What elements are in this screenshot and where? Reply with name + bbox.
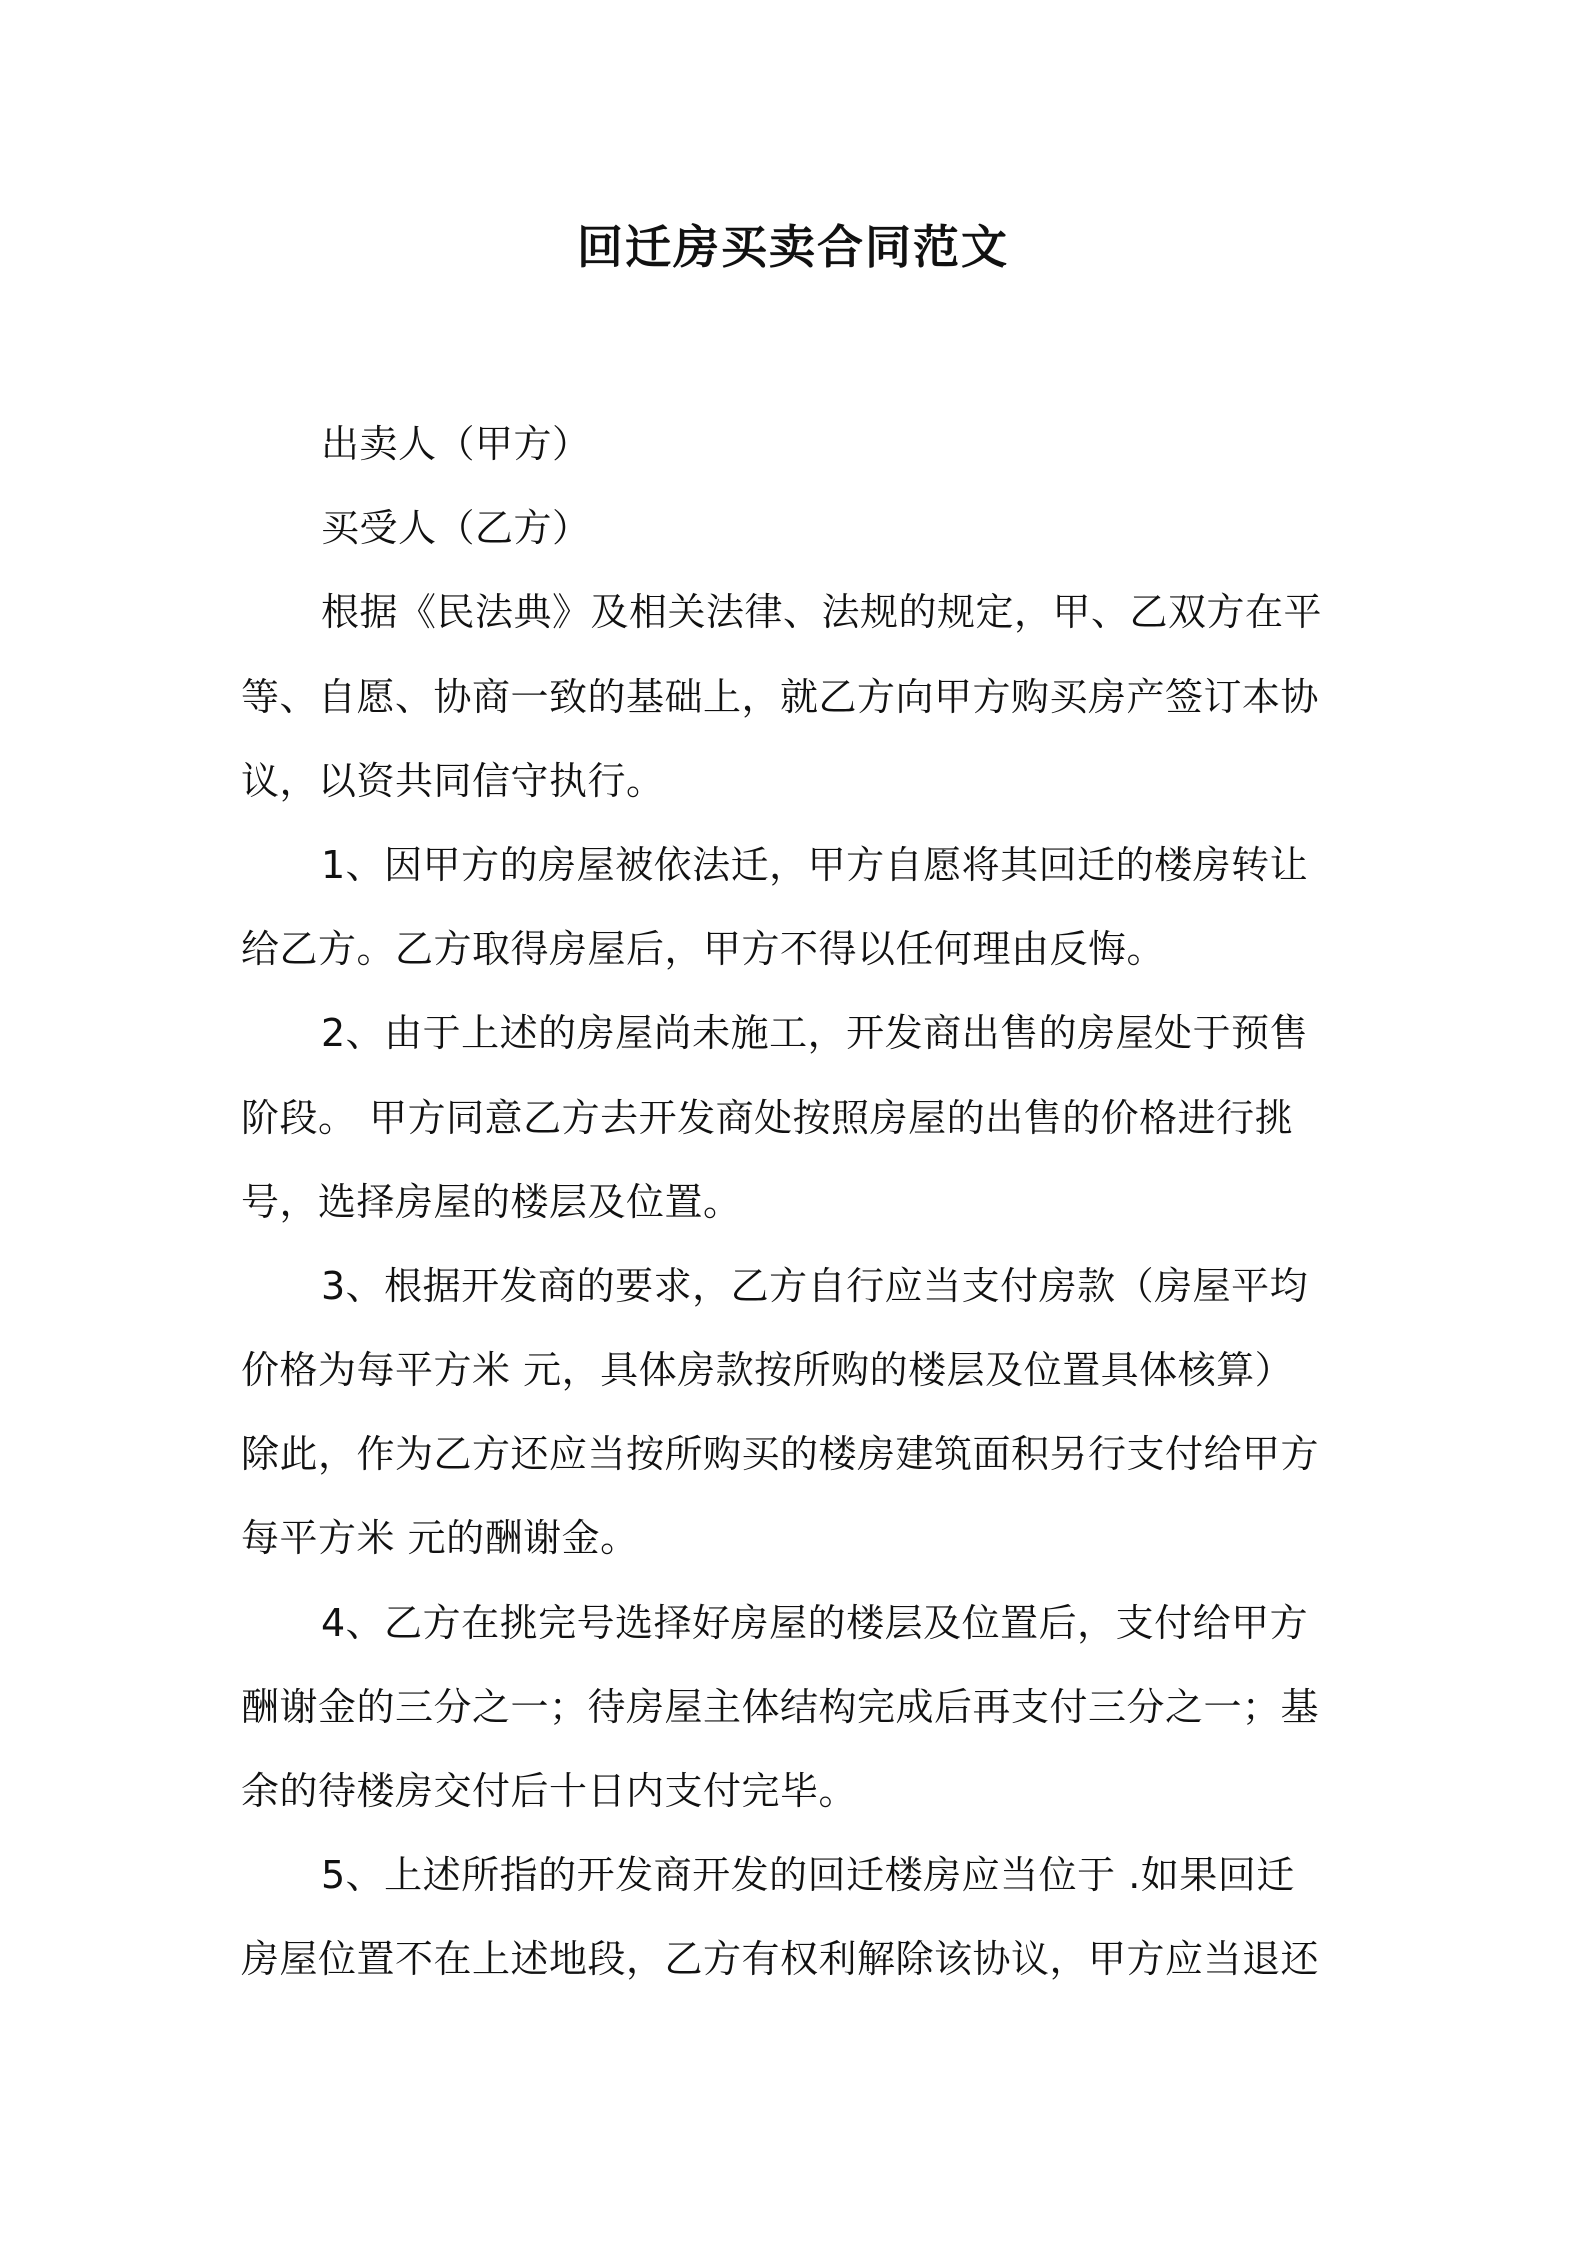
body-line: 除此，作为乙方还应当按所购买的楼房建筑面积另行支付给甲方 <box>241 1432 1320 1477</box>
body-line: 每平方米 元的酬谢金。 <box>241 1516 639 1561</box>
body-line: 价格为每平方米 元，具体房款按所购的楼层及位置具体核算） <box>241 1348 1294 1393</box>
body-line: 等、自愿、协商一致的基础上，就乙方向甲方购买房产签订本协 <box>241 674 1320 719</box>
body-line: 买受人（乙方） <box>321 506 591 551</box>
body-line: 号，选择房屋的楼层及位置。 <box>241 1179 742 1224</box>
body-line: 给乙方。乙方取得房屋后，甲方不得以任何理由反悔。 <box>241 927 1166 972</box>
body-line: 房屋位置不在上述地段，乙方有权利解除该协议，甲方应当退还 <box>241 1937 1320 1982</box>
body-line: 出卖人（甲方） <box>321 422 591 466</box>
document-title: 回迁房买卖合同范文 <box>577 220 1009 274</box>
body-line: 1、因甲方的房屋被依法迁，甲方自愿将其回迁的楼房转让 <box>321 842 1309 887</box>
body-line: 余的待楼房交付后十日内支付完毕。 <box>241 1769 858 1813</box>
body-line: 4、乙方在挑完号选择好房屋的楼层及位置后，支付给甲方 <box>321 1600 1309 1645</box>
body-line: 根据《民法典》及相关法律、法规的规定，甲、乙双方在平 <box>321 590 1323 635</box>
body-line: 3、根据开发商的要求，乙方自行应当支付房款（房屋平均 <box>321 1263 1309 1308</box>
body-line: 议，以资共同信守执行。 <box>241 758 665 803</box>
document-body <box>241 402 1351 2002</box>
body-line: 5、上述所指的开发商开发的回迁楼房应当位于 .如果回迁 <box>321 1853 1295 1898</box>
body-line: 酬谢金的三分之一；待房屋主体结构完成后再支付三分之一；基 <box>241 1684 1320 1729</box>
body-line: 2、由于上述的房屋尚未施工，开发商出售的房屋处于预售 <box>321 1011 1309 1056</box>
body-line: 阶段。 甲方同意乙方去开发商处按照房屋的出售的价格进行挑 <box>241 1095 1294 1140</box>
